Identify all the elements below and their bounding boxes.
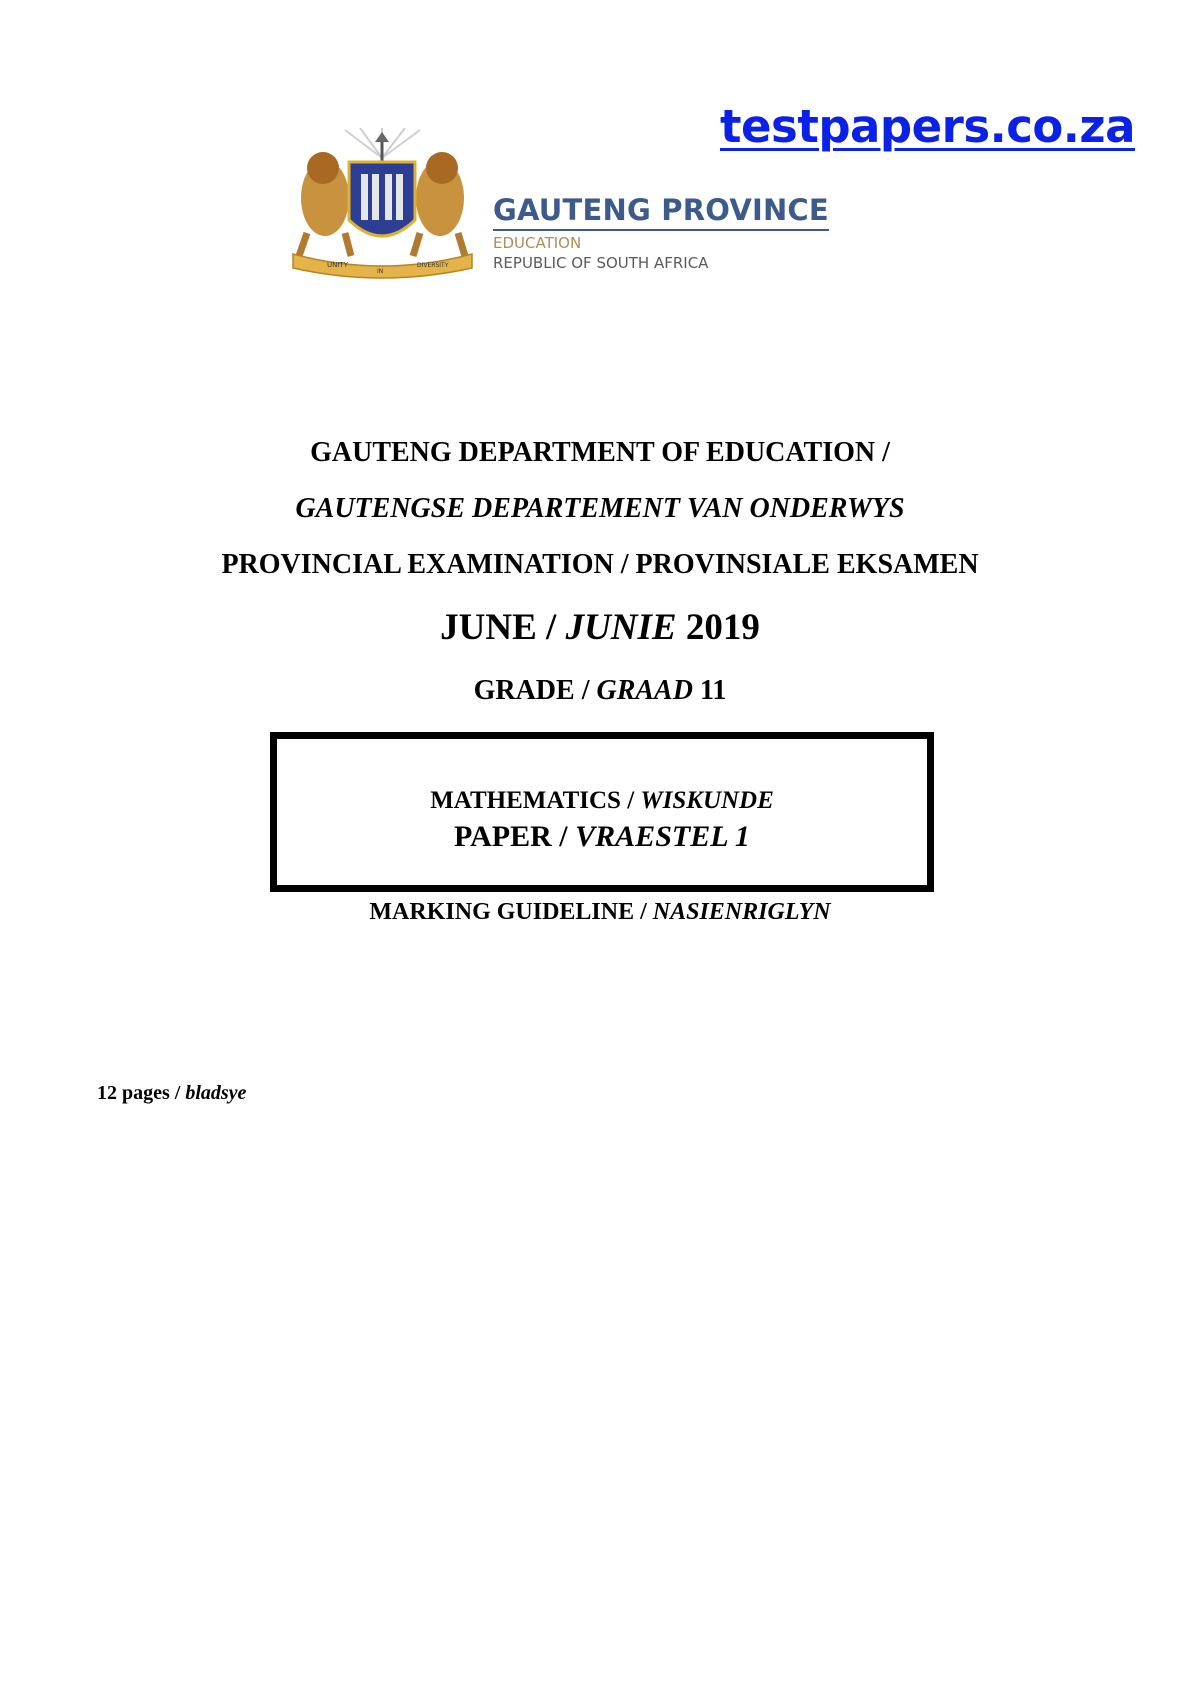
session-year: 2019 xyxy=(676,607,760,648)
motto-text: UNITY xyxy=(327,261,348,269)
marking-guideline xyxy=(0,899,1200,926)
motto-text: IN xyxy=(377,268,384,275)
page-count xyxy=(97,1082,246,1105)
subject-box xyxy=(270,732,934,892)
province-name: GAUTENG PROVINCE xyxy=(493,193,829,231)
coat-of-arms-icon xyxy=(285,128,480,280)
watermark-link[interactable]: testpapers.co.za xyxy=(720,100,1135,153)
motto-text: DIVERSITY xyxy=(417,262,449,269)
session-af: JUNIE xyxy=(565,607,677,648)
country-name: REPUBLIC OF SOUTH AFRICA xyxy=(493,254,709,272)
guideline-en: MARKING GUIDELINE / xyxy=(369,899,653,925)
exam-session xyxy=(0,606,1200,649)
guideline-af: NASIENRIGLYN xyxy=(652,899,831,925)
grade-af: GRAAD xyxy=(596,675,693,706)
grade-number: 11 xyxy=(692,675,727,706)
paper-af: VRAESTEL 1 xyxy=(575,820,750,853)
grade-en: GRADE / xyxy=(473,675,597,706)
exam-title: PROVINCIAL EXAMINATION / PROVINSIALE EKSAMEN xyxy=(221,549,979,580)
department-title-af: GAUTENGSE DEPARTEMENT VAN ONDERWYS xyxy=(295,493,905,524)
paper-en: PAPER / xyxy=(454,820,576,853)
province-block xyxy=(493,193,829,272)
department-title-en: GAUTENG DEPARTMENT OF EDUCATION / xyxy=(310,437,890,468)
subject-af: WISKUNDE xyxy=(640,787,774,814)
department-name: EDUCATION xyxy=(493,234,582,252)
pages-af: bladsye xyxy=(185,1082,247,1104)
grade-line xyxy=(0,675,1200,707)
subject-line xyxy=(277,787,927,815)
pages-en: 12 pages / xyxy=(97,1082,186,1104)
paper-line xyxy=(277,820,927,854)
subject-en: MATHEMATICS / xyxy=(430,787,641,814)
session-en: JUNE / xyxy=(440,607,566,648)
